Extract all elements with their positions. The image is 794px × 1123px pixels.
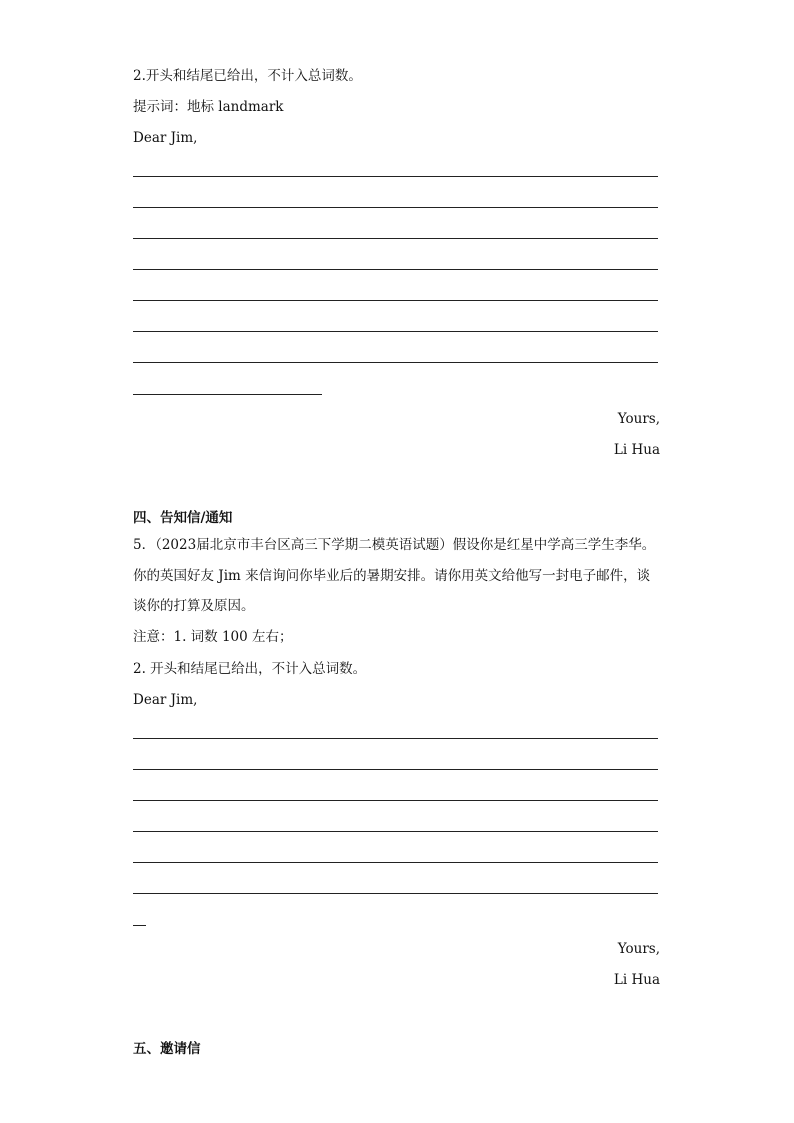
answer-line xyxy=(133,862,658,863)
answer-line-short xyxy=(133,925,146,926)
answer-line xyxy=(133,831,658,832)
section-heading: 四、告知信/通知 xyxy=(133,510,233,526)
answer-line xyxy=(133,800,658,801)
section-heading: 五、邀请信 xyxy=(133,1041,201,1057)
answer-line xyxy=(133,893,658,894)
answer-line xyxy=(133,331,658,332)
answer-line xyxy=(133,269,658,270)
answer-line xyxy=(133,176,658,177)
answer-line-short xyxy=(133,394,322,395)
answer-line xyxy=(133,769,658,770)
writing-note-2: 2. 开头和结尾已给出，不计入总词数。 xyxy=(133,661,367,677)
prompt-line: 谈你的打算及原因。 xyxy=(133,598,255,614)
answer-line xyxy=(133,738,658,739)
writing-note-2: 2.开头和结尾已给出，不计入总词数。 xyxy=(133,68,362,84)
letter-closing: Yours, xyxy=(617,941,660,957)
letter-greeting: Dear Jim, xyxy=(133,692,198,708)
letter-greeting: Dear Jim, xyxy=(133,130,198,146)
writing-note-1: 注意：1. 词数 100 左右； xyxy=(133,629,293,645)
answer-line xyxy=(133,362,658,363)
letter-signature: Li Hua xyxy=(613,442,660,458)
answer-line xyxy=(133,300,658,301)
answer-line xyxy=(133,238,658,239)
prompt-line: 5．（2023届北京市丰台区高三下学期二模英语试题）假设你是红星中学高三学生李华。 xyxy=(133,537,656,553)
hint-words: 提示词：地标 landmark xyxy=(133,99,284,115)
prompt-line: 你的英国好友 Jim 来信询问你毕业后的暑期安排。请你用英文给他写一封电子邮件，谈 xyxy=(133,568,651,584)
answer-line xyxy=(133,207,658,208)
letter-signature: Li Hua xyxy=(613,972,660,988)
letter-closing: Yours, xyxy=(617,411,660,427)
